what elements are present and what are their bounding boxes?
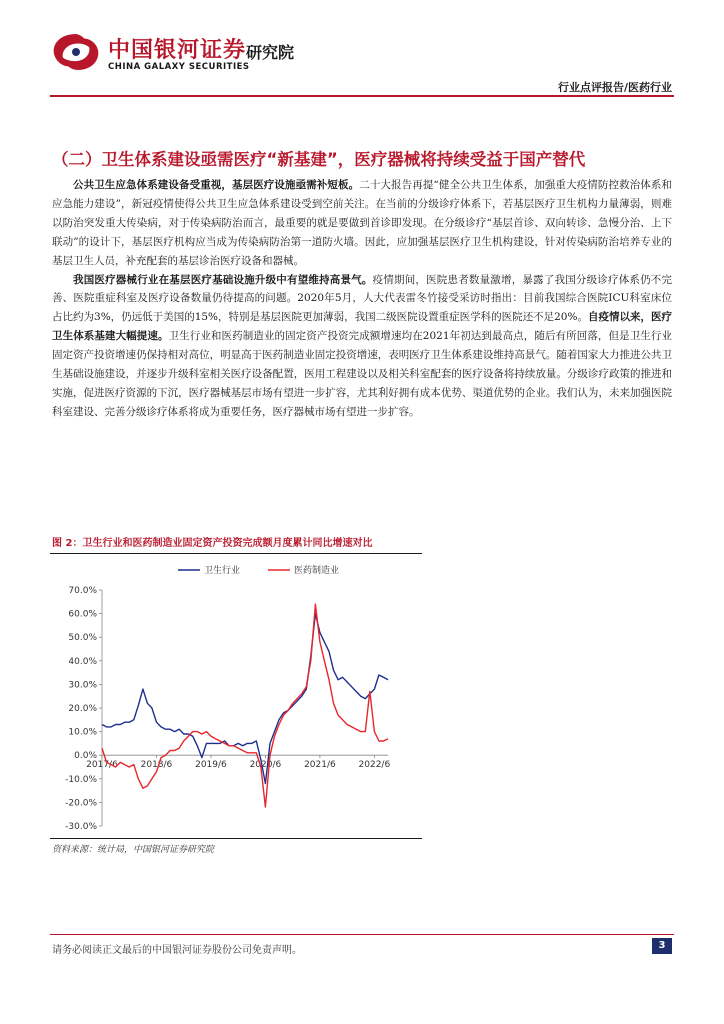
paragraph-1-text: 二十大报告再提“健全公共卫生体系，加强重大疫情防控救治体系和应急能力建设”，新冠疫情使得公共卫生应急体系建设受到空前关注。在当前的分级诊疗体系下，若基层医疗卫生机构力量薄弱，则难以防治突发重大传染病，对于传染病防治而言，最重要的就是要做到首诊即发现。在分级诊疗“基层首诊、双向转诊、急慢分治、上下联动”的设计下，基层医疗机构应当成为传染病防治第一道防火墙。因此，应加强基层医疗卫生机构建设，针对传染病防治培养专业的基层卫生人员，补充配套的基层诊治医疗设备和器械。 bbox=[52, 179, 672, 267]
footer-disclaimer: 请务必阅读正文最后的中国银河证券股份公司免责声明。 bbox=[52, 945, 302, 956]
y-tick-label: 50.0% bbox=[68, 633, 97, 644]
x-tick-label: 2019/6 bbox=[195, 760, 227, 771]
legend-label-2: 医药制造业 bbox=[294, 566, 340, 576]
paragraph-2-text: 疫情期间，医院患者数量激增，暴露了我国分级诊疗体系仍不完善、医院重症科室及医疗设备数量仍待提高的问题。2020年5月，人大代表雷冬竹接受采访时指出：目前我国综合医院ICU科室床位占比约为3%，仍远低于美国的15%，特别是基层医院更加薄弱，我国二级医院设置重症医学科的医院还不足20%。 bbox=[52, 273, 673, 324]
series-line-1 bbox=[102, 614, 388, 784]
paragraph-2-text-2: 卫生行业和医药制造业的固定资产投资完成额增速均在2021年初达到最高点，随后有所回落，但是卫生行业固定资产投资增速仍保持相对高位，明显高于医药制造业固定投资增速，表明医疗卫生体系建设维持高景气。随着国家大力推进公共卫生基础设施建设，并逐步升级科室相关医疗设备配置，医用工程建设以及相关科室配套的医疗设备将持续放量。分级诊疗政策的推进和实施，促进医疗资源的下沉，医疗器械基层市场有望进一步扩容，尤其利好拥有成本优势、渠道优势的企业。我们认为，未来加强医院科室建设、完善分级诊疗体系将成为重要任务，医疗器械市场有望进一步扩容。 bbox=[52, 330, 672, 418]
x-tick-label: 2021/6 bbox=[304, 760, 336, 771]
paragraph-2 bbox=[52, 271, 672, 422]
x-tick-label: 2018/6 bbox=[140, 760, 173, 771]
header-divider bbox=[50, 95, 674, 97]
paragraph-2-lead: 我国医疗器械行业在基层医疗基础设施升级中有望维持高景气。 bbox=[73, 273, 373, 286]
section-title: （二）卫生体系建设亟需医疗“新基建”，医疗器械将持续受益于国产替代 bbox=[52, 150, 586, 169]
x-tick-label: 2020/6 bbox=[249, 760, 282, 771]
report-type: 行业点评报告/医药行业 bbox=[557, 81, 672, 94]
y-tick-label: 30.0% bbox=[68, 680, 97, 691]
y-tick-label: 20.0% bbox=[68, 704, 97, 714]
paragraph-1 bbox=[52, 176, 672, 271]
figure-bottom-rule bbox=[50, 838, 422, 839]
y-tick-label: 10.0% bbox=[68, 727, 97, 738]
page-number: 3 bbox=[652, 938, 672, 954]
legend-label-1: 卫生行业 bbox=[204, 566, 241, 576]
y-tick-label: 70.0% bbox=[68, 586, 97, 596]
paragraph-1-lead: 公共卫生应急体系建设备受重视，基层医疗设施亟需补短板。 bbox=[73, 179, 360, 191]
figure-top-rule bbox=[50, 553, 422, 554]
brand-name-cn: 中国银河证券 bbox=[108, 38, 247, 63]
y-tick-label: 60.0% bbox=[68, 609, 97, 620]
body-text bbox=[52, 176, 672, 422]
y-tick-label: 0.0% bbox=[74, 751, 97, 762]
line-chart bbox=[50, 555, 422, 837]
series-line-2 bbox=[102, 604, 388, 807]
brand-name-en: CHINA GALAXY SECURITIES bbox=[108, 62, 250, 72]
x-tick-label: 2022/6 bbox=[358, 760, 391, 771]
institute-label: 研究院 bbox=[246, 43, 295, 62]
x-tick-label: 2017/6 bbox=[86, 760, 118, 771]
y-tick-label: 40.0% bbox=[68, 656, 97, 667]
footer-divider bbox=[50, 934, 674, 935]
galaxy-swirl-logo bbox=[50, 30, 102, 74]
y-tick-label: -30.0% bbox=[65, 822, 97, 832]
paragraph-2-emphasis: 自疫情以来，医疗卫生体系基建大幅提速。 bbox=[52, 311, 672, 343]
y-tick-label: -10.0% bbox=[65, 774, 97, 785]
figure-caption: 图 2：卫生行业和医药制造业固定资产投资完成额月度累计同比增速对比 bbox=[52, 538, 373, 549]
figure-source: 资料来源：统计局，中国银河证券研究院 bbox=[52, 845, 215, 855]
y-tick-label: -20.0% bbox=[65, 798, 97, 809]
